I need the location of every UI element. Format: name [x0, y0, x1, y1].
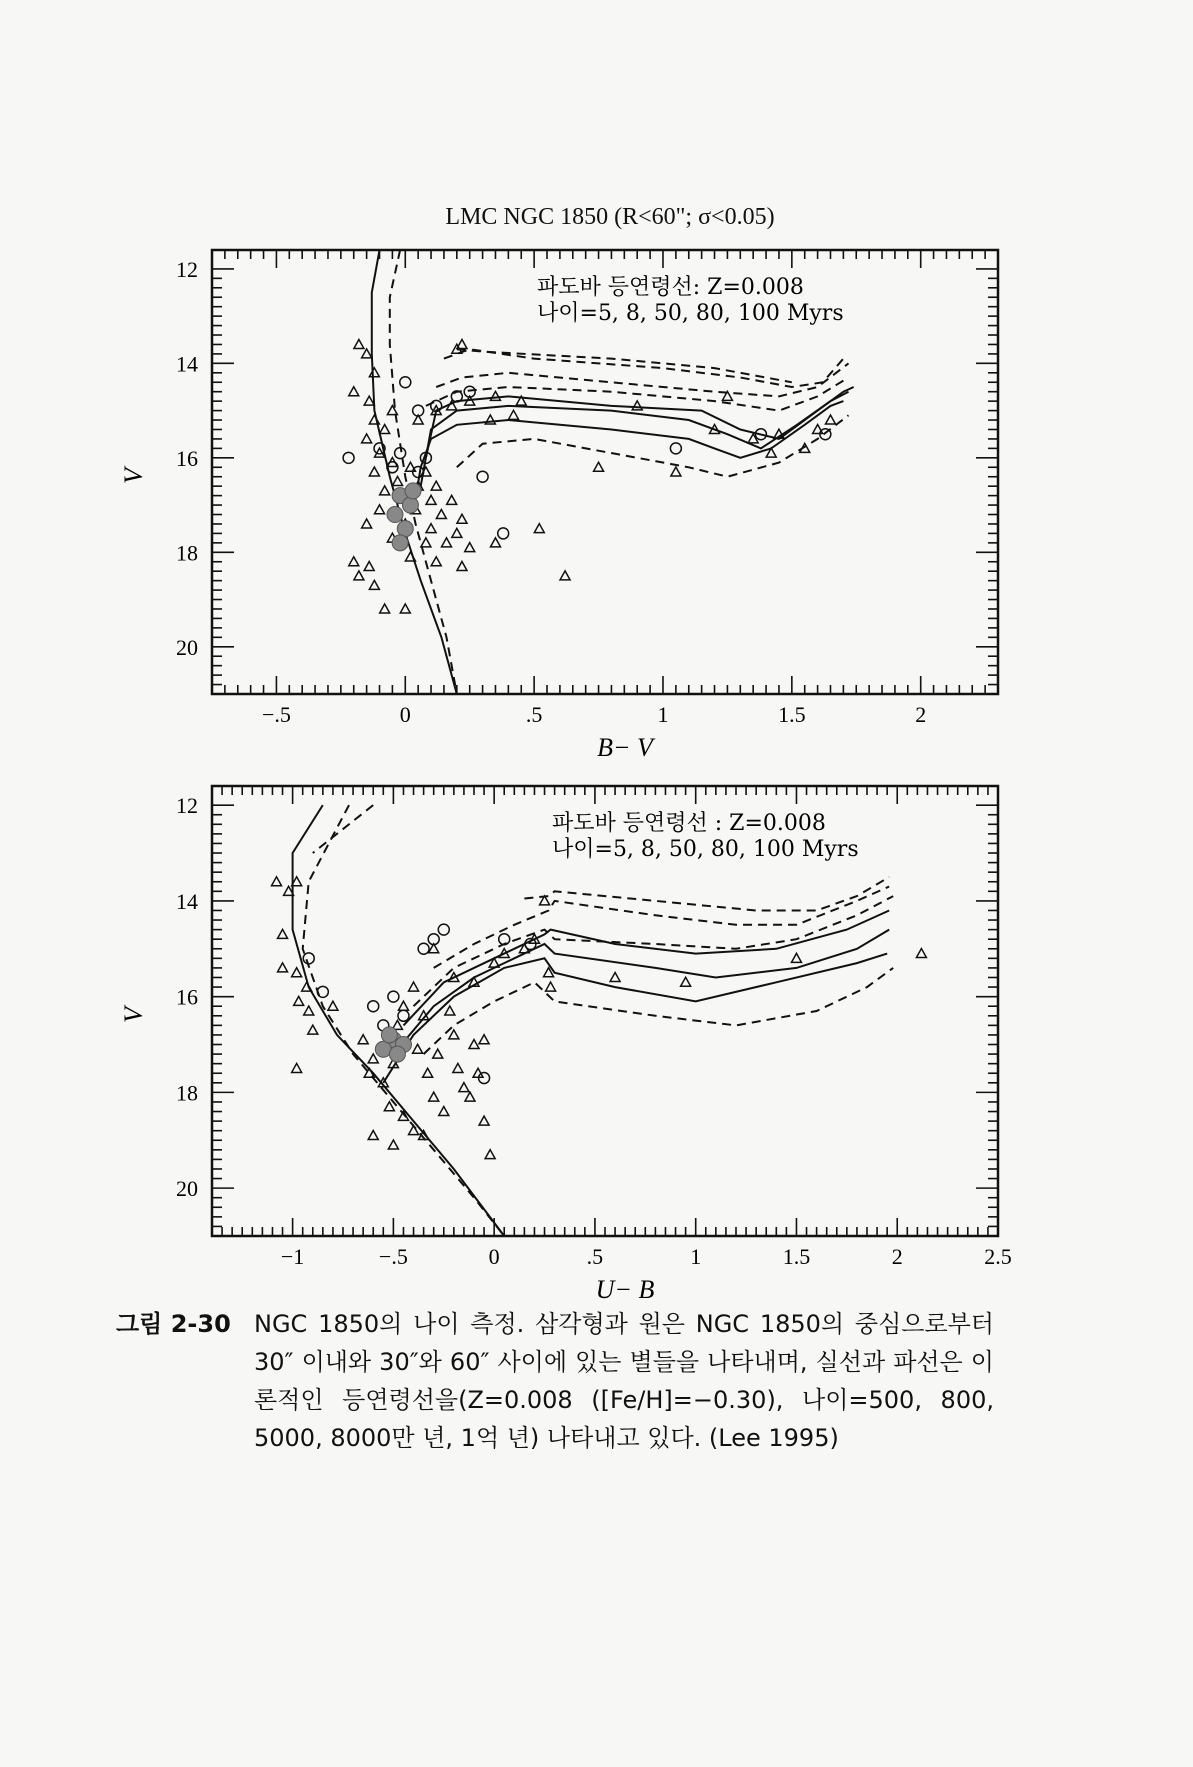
triangle-point — [369, 415, 379, 424]
cluster-point — [397, 521, 413, 537]
triangle-point — [384, 1102, 394, 1111]
y-tick-label: 14 — [176, 888, 198, 914]
x-tick-label: 0 — [399, 702, 411, 727]
triangle-point — [380, 604, 390, 613]
triangle-point — [479, 1116, 489, 1125]
triangle-point — [426, 495, 436, 504]
isochrone-dashed — [444, 349, 844, 387]
triangle-point — [431, 557, 441, 566]
triangle-point — [349, 557, 359, 566]
circle-point — [368, 1001, 379, 1012]
triangle-point — [459, 1083, 469, 1092]
triangle-point — [364, 396, 374, 405]
cluster-point — [381, 1027, 397, 1043]
triangle-point — [436, 510, 446, 519]
triangle-point — [431, 481, 441, 490]
y-tick-label: 20 — [176, 634, 198, 660]
triangle-point — [271, 877, 281, 886]
x-tick-label: 1.5 — [778, 702, 806, 727]
isochrone-solid — [404, 911, 890, 1026]
circle-point — [498, 528, 509, 539]
circle-point — [317, 986, 328, 997]
triangle-point — [490, 538, 500, 547]
x-tick-label: 1 — [657, 702, 669, 727]
triangle-point — [369, 368, 379, 377]
isochrone-solid — [413, 401, 843, 514]
triangle-point — [349, 387, 359, 396]
cluster-point — [387, 507, 403, 523]
triangle-point — [369, 467, 379, 476]
triangle-point — [358, 1035, 368, 1044]
isochrone-annotation: 나이=5, 8, 50, 80, 100 Myrs — [552, 837, 859, 862]
triangle-point — [368, 1130, 378, 1139]
triangle-point — [813, 424, 823, 433]
x-axis-label: B− V — [597, 733, 653, 762]
isochrone-dashed — [436, 363, 848, 396]
y-tick-label: 14 — [176, 351, 198, 377]
triangle-point — [362, 519, 372, 528]
triangle-point — [490, 391, 500, 400]
isochrone-dashed — [457, 415, 849, 476]
triangle-point — [398, 1001, 408, 1010]
isochrone-dashed — [313, 805, 373, 853]
y-tick-label: 18 — [176, 540, 198, 566]
isochrone-annotation: 파도바 등연령선: Z=0.008 — [537, 275, 804, 300]
triangle-point — [791, 953, 801, 962]
cluster-point — [402, 497, 418, 513]
x-tick-label: −.5 — [378, 1244, 408, 1269]
triangle-point — [387, 406, 397, 415]
chart-panel-1 — [119, 250, 998, 762]
triangle-point — [916, 949, 926, 958]
triangle-point — [380, 424, 390, 433]
x-tick-label: .5 — [586, 1244, 604, 1269]
triangle-point — [354, 571, 364, 580]
triangle-point — [610, 972, 620, 981]
cluster-point — [405, 483, 421, 499]
triangle-point — [354, 339, 364, 348]
data-points — [271, 877, 926, 1159]
triangle-point — [292, 968, 302, 977]
cluster-point — [392, 535, 408, 551]
y-tick-label: 20 — [176, 1176, 198, 1202]
triangle-point — [485, 415, 495, 424]
triangle-point — [485, 1150, 495, 1159]
triangle-point — [405, 462, 415, 471]
circle-point — [398, 1010, 409, 1021]
triangle-point — [457, 561, 467, 570]
triangle-point — [302, 982, 312, 991]
triangle-point — [328, 1001, 338, 1010]
triangle-point — [465, 543, 475, 552]
figure-title: LMC NGC 1850 (R<60"; σ<0.05) — [445, 204, 775, 230]
circle-point — [303, 953, 314, 964]
circle-point — [477, 471, 488, 482]
chart-panel-2 — [119, 786, 1012, 1304]
triangle-point — [362, 349, 372, 358]
cluster-point — [375, 1041, 391, 1057]
y-tick-label: 18 — [176, 1080, 198, 1106]
triangle-point — [429, 1092, 439, 1101]
triangle-point — [388, 1140, 398, 1149]
x-tick-label: 1 — [690, 1244, 702, 1269]
circle-point — [479, 1073, 490, 1084]
triangle-point — [423, 1068, 433, 1077]
y-tick-label: 16 — [176, 445, 198, 471]
x-axis-label: U− B — [595, 1275, 655, 1304]
y-axis-label: V — [119, 1007, 148, 1023]
x-tick-label: −.5 — [261, 702, 291, 727]
triangle-point — [457, 514, 467, 523]
triangle-point — [439, 1107, 449, 1116]
x-tick-label: 0 — [488, 1244, 500, 1269]
triangle-point — [534, 524, 544, 533]
triangle-point — [292, 1063, 302, 1072]
triangle-point — [278, 963, 288, 972]
isochrone-dashed — [524, 877, 889, 911]
y-axis-label: V — [119, 468, 148, 484]
triangle-point — [380, 486, 390, 495]
x-tick-label: .5 — [525, 702, 543, 727]
x-tick-label: 2 — [915, 702, 927, 727]
isochrone-annotation: 나이=5, 8, 50, 80, 100 Myrs — [537, 301, 844, 326]
caption-text: NGC 1850의 나이 측정. 삼각형과 원은 NGC 1850의 중심으로부터 30″ 이내와 30″와 60″ 사이에 있는 별들을 나타내며, 실선과 파선은 이론적인 등연령선을(Z=0.008 ([Fe/H]=−0.30), 나이=500, 800, 5000, 8000만 년, 1억 년) 나타내고 있다. (Lee 1995) — [254, 1310, 994, 1452]
triangle-point — [453, 1063, 463, 1072]
isochrone-solid — [293, 805, 505, 1236]
triangle-point — [369, 580, 379, 589]
isochrone-annotation: 파도바 등연령선 : Z=0.008 — [552, 811, 826, 836]
triangle-point — [405, 552, 415, 561]
x-tick-label: 2 — [891, 1244, 903, 1269]
triangle-point — [400, 604, 410, 613]
circle-point — [670, 443, 681, 454]
x-tick-label: −1 — [280, 1244, 305, 1269]
isochrone-dashed — [424, 968, 894, 1054]
triangle-point — [426, 524, 436, 533]
x-tick-label: 1.5 — [782, 1244, 811, 1269]
triangle-point — [632, 401, 642, 410]
triangle-point — [409, 982, 419, 991]
triangle-point — [409, 1126, 419, 1135]
triangle-point — [368, 1054, 378, 1063]
triangle-point — [413, 1044, 423, 1053]
triangle-point — [278, 929, 288, 938]
cluster-point — [389, 1046, 405, 1062]
triangle-point — [433, 1049, 443, 1058]
circle-point — [400, 377, 411, 388]
triangle-point — [364, 561, 374, 570]
triangle-point — [594, 462, 604, 471]
triangle-point — [465, 1092, 475, 1101]
triangle-point — [509, 410, 519, 419]
triangle-point — [442, 538, 452, 547]
triangle-point — [304, 1006, 314, 1015]
caption-number: 그림 2-30 — [116, 1310, 231, 1338]
circle-point — [438, 924, 449, 935]
y-tick-label: 16 — [176, 984, 198, 1010]
circle-point — [418, 943, 429, 954]
y-tick-label: 12 — [176, 256, 198, 282]
x-tick-label: 2.5 — [984, 1244, 1012, 1269]
triangle-point — [294, 996, 304, 1005]
triangle-point — [671, 467, 681, 476]
triangle-point — [362, 434, 372, 443]
triangle-point — [560, 571, 570, 580]
triangle-point — [445, 1006, 455, 1015]
triangle-point — [447, 495, 457, 504]
triangle-point — [308, 1025, 318, 1034]
triangle-point — [681, 977, 691, 986]
triangle-point — [546, 982, 556, 991]
circle-point — [388, 991, 399, 1002]
triangle-point — [825, 415, 835, 424]
triangle-point — [452, 528, 462, 537]
isochrone-dashed — [414, 896, 894, 1006]
triangle-point — [421, 538, 431, 547]
triangle-point — [393, 476, 403, 485]
circle-point — [343, 452, 354, 463]
triangle-point — [469, 1040, 479, 1049]
isochrone-dashed — [434, 887, 890, 968]
y-tick-label: 12 — [176, 793, 198, 819]
triangle-point — [375, 505, 385, 514]
triangle-point — [449, 1030, 459, 1039]
isochrone-solid — [383, 954, 887, 1083]
triangle-point — [479, 1035, 489, 1044]
